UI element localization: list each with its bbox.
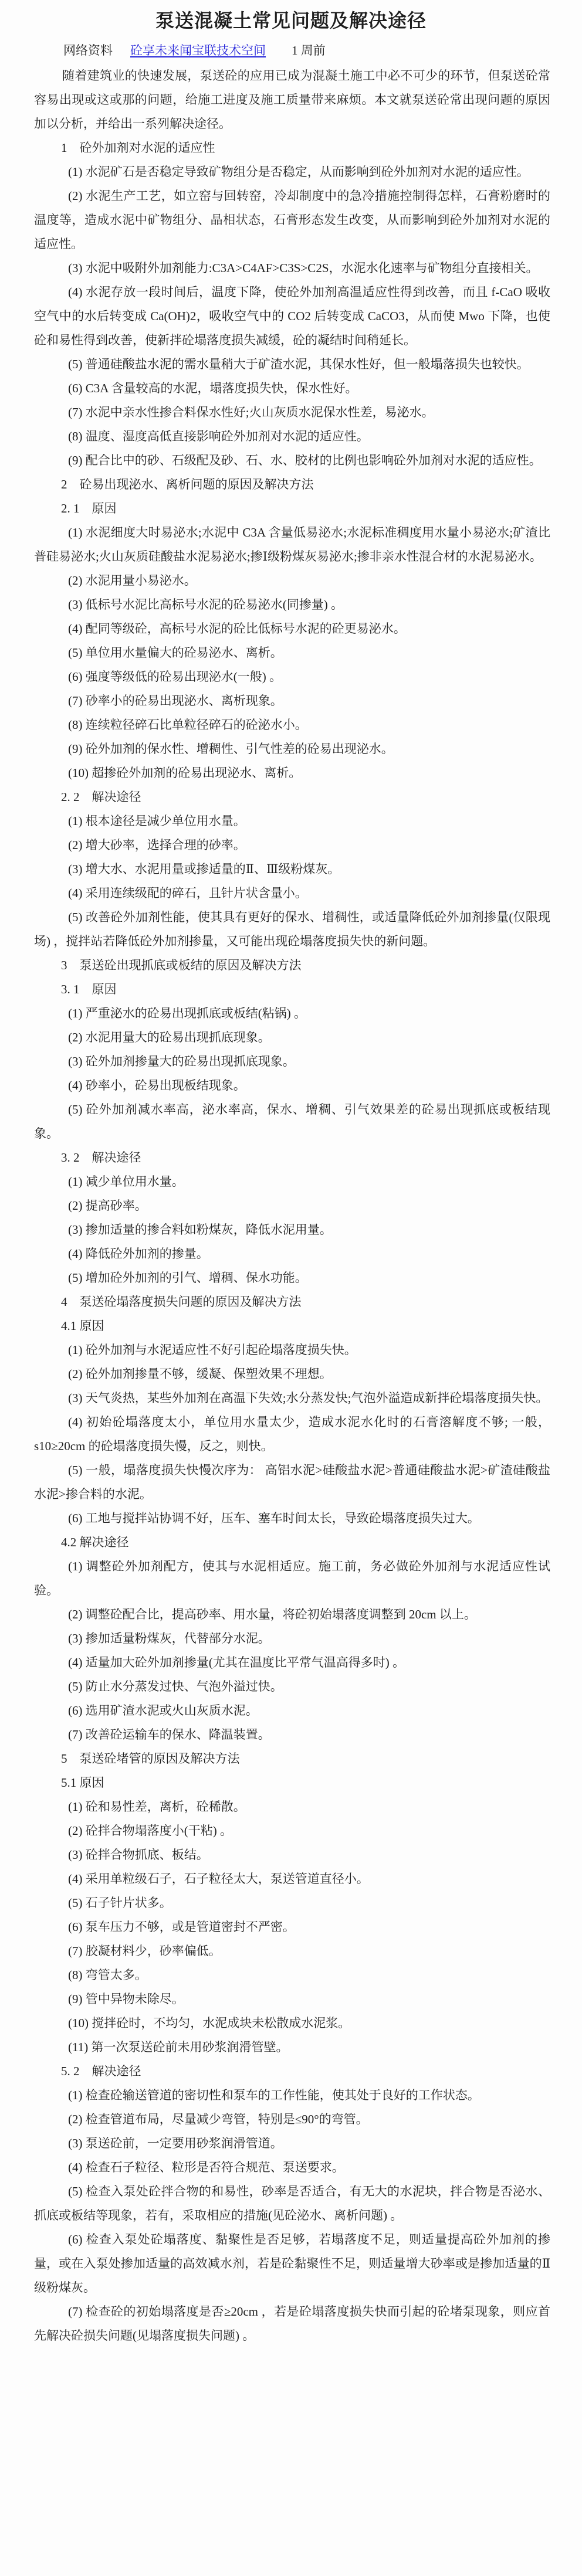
section-heading: 1 砼外加剂对水泥的适应性 (61, 141, 215, 155)
list-item: (9) 砼外加剂的保水性、增稠性、引气性差的砼易出现泌水。 (68, 742, 394, 756)
list-item: (10) 超掺砼外加剂的砼易出现泌水、离析。 (68, 766, 302, 780)
list-item: (4) 降低砼外加剂的掺量。 (68, 1247, 209, 1261)
list-item: (2) 水泥用量大的砼易出现抓底现象。 (68, 1030, 270, 1044)
list-item: (8) 弯管太多。 (68, 1968, 147, 1982)
list-item: (1) 减少单位用水量。 (68, 1175, 184, 1189)
list-item: (2) 水泥用量小易泌水。 (68, 573, 197, 588)
section-heading: 3 泵送砼出现抓底或板结的原因及解决方法 (61, 958, 302, 972)
list-item: (5) 石子针片状多。 (68, 1896, 172, 1910)
list-item: (1) 严重泌水的砼易出现抓底或板结(粘锅) 。 (68, 1006, 306, 1020)
list-item: (6) 泵车压力不够，或是管道密封不严密。 (68, 1920, 295, 1934)
list-item: (4) 检查石子粒径、粒形是否符合规范、泵送要求。 (68, 2160, 344, 2174)
subsection-heading: 2. 1 原因 (61, 501, 117, 515)
list-item: (5) 增加砼外加剂的引气、增稠、保水功能。 (68, 1271, 307, 1285)
list-item: (5) 防止水分蒸发过快、气泡外溢过快。 (68, 1679, 283, 1693)
page-title: 泵送混凝土常见问题及解决途径 (155, 10, 427, 31)
section-heading: 2 砼易出现泌水、离析问题的原因及解决方法 (61, 477, 314, 491)
list-item: (2) 砼拌合物塌落度小(干粘) 。 (68, 1824, 232, 1838)
list-item: (8) 温度、湿度高低直接影响砼外加剂对水泥的适应性。 (68, 429, 369, 443)
list-item: (2) 增大砂率，选择合理的砂率。 (68, 838, 246, 852)
list-item: (1) 调整砼外加剂配方，使其与水泥相适应。施工前，务必做砼外加剂与水泥适应性试验。 (34, 1559, 550, 1597)
list-item: (3) 泵送砼前，一定要用砂浆润滑管道。 (68, 2136, 283, 2150)
list-item: (1) 砼和易性差，离析，砼稀散。 (68, 1800, 246, 1814)
intro-paragraph: 随着建筑业的快速发展，泵送砼的应用已成为混凝土施工中必不可少的环节，但泵送砼常容易出现或这或那的问题，给施工进度及施工质量带来麻烦。本文就泵送砼常出现问题的原因加以分析，并给出一系列解决途径。 (34, 69, 550, 131)
list-item: (4) 适量加大砼外加剂掺量(尤其在温度比平常气温高得多时) 。 (68, 1655, 405, 1669)
subsection-heading: 4.2 解决途径 (61, 1535, 129, 1549)
list-item: (3) 水泥中吸附外加剂能力:C3A>C4AF>C3S>C2S，水泥水化速率与矿物组分直接相关。 (68, 261, 539, 275)
list-item: (2) 水泥生产工艺，如立窑与回转窑，冷却制度中的急冷措施控制得怎样，石膏粉磨时的温度等，造成水泥中矿物组分、晶相状态，石膏形态发生改变，从而影响到砼外加剂对水泥的适应性。 (34, 189, 550, 251)
list-item: (9) 配合比中的砂、石级配及砂、石、水、胶材的比例也影响砼外加剂对水泥的适应性。 (68, 453, 542, 467)
list-item: (5) 单位用水量偏大的砼易泌水、离析。 (68, 646, 283, 660)
section-heading: 5 泵送砼堵管的原因及解决方法 (61, 1752, 240, 1766)
meta-source-label: 网络资料 (63, 43, 113, 57)
list-item: (3) 天气炎热，某些外加剂在高温下失效;水分蒸发快;气泡外溢造成新拌砼塌落度损失快。 (68, 1391, 549, 1405)
document-body (0, 63, 582, 2348)
list-item: (2) 砼外加剂掺量不够，缓凝、保塑效果不理想。 (68, 1367, 332, 1381)
list-item: (3) 掺加适量的掺合料如粉煤灰，降低水泥用量。 (68, 1223, 332, 1237)
list-item: (3) 砼外加剂掺量大的砼易出现抓底现象。 (68, 1054, 295, 1068)
list-item: (6) 强度等级低的砼易出现泌水(一般) 。 (68, 670, 282, 684)
list-item: (5) 砼外加剂减水率高，泌水率高，保水、增稠、引气效果差的砼易出现抓底或板结现象。 (34, 1102, 550, 1141)
list-item: (1) 水泥矿石是否稳定导致矿物组分是否稳定，从而影响到砼外加剂对水泥的适应性。 (68, 165, 529, 179)
list-item: (6) 选用矿渣水泥或火山灰质水泥。 (68, 1703, 258, 1718)
list-item: (3) 掺加适量粉煤灰，代替部分水泥。 (68, 1631, 270, 1645)
list-item: (1) 水泥细度大时易泌水;水泥中 C3A 含量低易泌水;水泥标准稠度用水量小易泌水;矿渣比普硅易泌水;火山灰质硅酸盐水泥易泌水;掺Ⅰ级粉煤灰易泌水;掺非亲水性混合材的水泥易泌水。 (34, 525, 550, 564)
meta-source-link[interactable]: 砼享未来闻宝联技术空间 (130, 43, 266, 57)
list-item: (4) 采用单粒级石子，石子粒径太大，泵送管道直径小。 (68, 1872, 369, 1886)
list-item: (5) 一般，塌落度损失快慢次序为： 高铝水泥>硅酸盐水泥>普通硅酸盐水泥>矿渣硅酸盐水泥>掺合料的水泥。 (34, 1463, 550, 1501)
list-item: (4) 砂率小，砼易出现板结现象。 (68, 1078, 246, 1092)
list-item: (6) C3A 含量较高的水泥，塌落度损失快，保水性好。 (68, 381, 358, 395)
section-heading: 4 泵送砼塌落度损失问题的原因及解决方法 (61, 1295, 302, 1309)
list-item: (9) 管中异物未除尽。 (68, 1992, 184, 2006)
list-item: (6) 检查入泵处砼塌落度、黏聚性是否足够，若塌落度不足，则适量提高砼外加剂的掺量，或在入泵处掺加适量的高效减水剂，若是砼黏聚性不足，则适量增大砂率或是掺加适量的Ⅱ级粉煤灰。 (34, 2232, 550, 2295)
meta-time: 1 周前 (292, 43, 326, 57)
list-item: (3) 砼拌合物抓底、板结。 (68, 1848, 209, 1862)
list-item: (5) 检查入泵处砼拌合物的和易性，砂率是否适合，有无大的水泥块，拌合物是否泌水、抓底或板结等现象，若有，采取相应的措施(见砼泌水、离析问题) 。 (34, 2184, 550, 2222)
subsection-heading: 3. 2 解决途径 (61, 1150, 141, 1165)
list-item: (2) 调整砼配合比，提高砂率、用水量，将砼初始塌落度调整到 20cm 以上。 (68, 1607, 476, 1621)
meta-line (0, 39, 582, 63)
list-item: (4) 水泥存放一段时间后，温度下降，使砼外加剂高温适应性得到改善，而且 f-CaO 吸收空气中的水后转变成 Ca(OH)2，吸收空气中的 CO2 后转变成 CaCO3，从而使 Mwo 下降，也使砼和易性得到改善，使新拌砼塌落度损失减缓，砼的凝结时间稍延长。 (34, 285, 550, 347)
subsection-heading: 5. 2 解决途径 (61, 2064, 141, 2078)
list-item: (11) 第一次泵送砼前未用砂浆润滑管壁。 (68, 2040, 289, 2054)
list-item: (2) 提高砂率。 (68, 1199, 147, 1213)
list-item: (6) 工地与搅拌站协调不好，压车、塞车时间太长，导致砼塌落度损失过大。 (68, 1511, 480, 1525)
list-item: (7) 改善砼运输车的保水、降温装置。 (68, 1727, 270, 1742)
subsection-heading: 2. 2 解决途径 (61, 790, 141, 804)
list-item: (4) 初始砼塌落度太小，单位用水量太少，造成水泥水化时的石膏溶解度不够; 一般， s10≥20cm 的砼塌落度损失慢，反之，则快。 (34, 1415, 550, 1453)
list-item: (1) 根本途径是减少单位用水量。 (68, 814, 246, 828)
list-item: (7) 胶凝材料少，砂率偏低。 (68, 1944, 221, 1958)
subsection-heading: 5.1 原因 (61, 1776, 104, 1790)
list-item: (1) 砼外加剂与水泥适应性不好引起砼塌落度损失快。 (68, 1343, 357, 1357)
list-item: (3) 增大水、水泥用量或掺适量的Ⅱ、Ⅲ级粉煤灰。 (68, 862, 340, 876)
list-item: (7) 水泥中亲水性掺合料保水性好;火山灰质水泥保水性差，易泌水。 (68, 405, 434, 419)
list-item: (7) 砂率小的砼易出现泌水、离析现象。 (68, 694, 283, 708)
list-item: (2) 检查管道布局，尽量减少弯管，特别是≤90°的弯管。 (68, 2112, 368, 2126)
list-item: (7) 检查砼的初始塌落度是否≥20cm ，若是砼塌落度损失快而引起的砼堵泵现象，则应首先解决砼损失问题(见塌落度损失问题) 。 (34, 2305, 550, 2343)
list-item: (5) 改善砼外加剂性能，使其具有更好的保水、增稠性，或适量降低砼外加剂掺量(仅限现场) ，搅拌站若降低砼外加剂掺量，又可能出现砼塌落度损失快的新问题。 (34, 910, 550, 948)
list-item: (5) 普通硅酸盐水泥的需水量稍大于矿渣水泥，其保水性好，但一般塌落损失也较快。 (68, 357, 529, 371)
list-item: (8) 连续粒径碎石比单粒径碎石的砼泌水小。 (68, 718, 307, 732)
list-item: (3) 低标号水泥比高标号水泥的砼易泌水(同掺量) 。 (68, 598, 343, 612)
list-item: (4) 采用连续级配的碎石，且针片状含量小。 (68, 886, 307, 900)
subsection-heading: 4.1 原因 (61, 1319, 104, 1333)
list-item: (10) 搅拌砼时，不均匀，水泥成块未松散成水泥浆。 (68, 2016, 351, 2030)
subsection-heading: 3. 1 原因 (61, 982, 117, 996)
list-item: (4) 配同等级砼，高标号水泥的砼比低标号水泥的砼更易泌水。 (68, 622, 406, 636)
list-item: (1) 检查砼输送管道的密切性和泵车的工作性能，使其处于良好的工作状态。 (68, 2088, 480, 2102)
